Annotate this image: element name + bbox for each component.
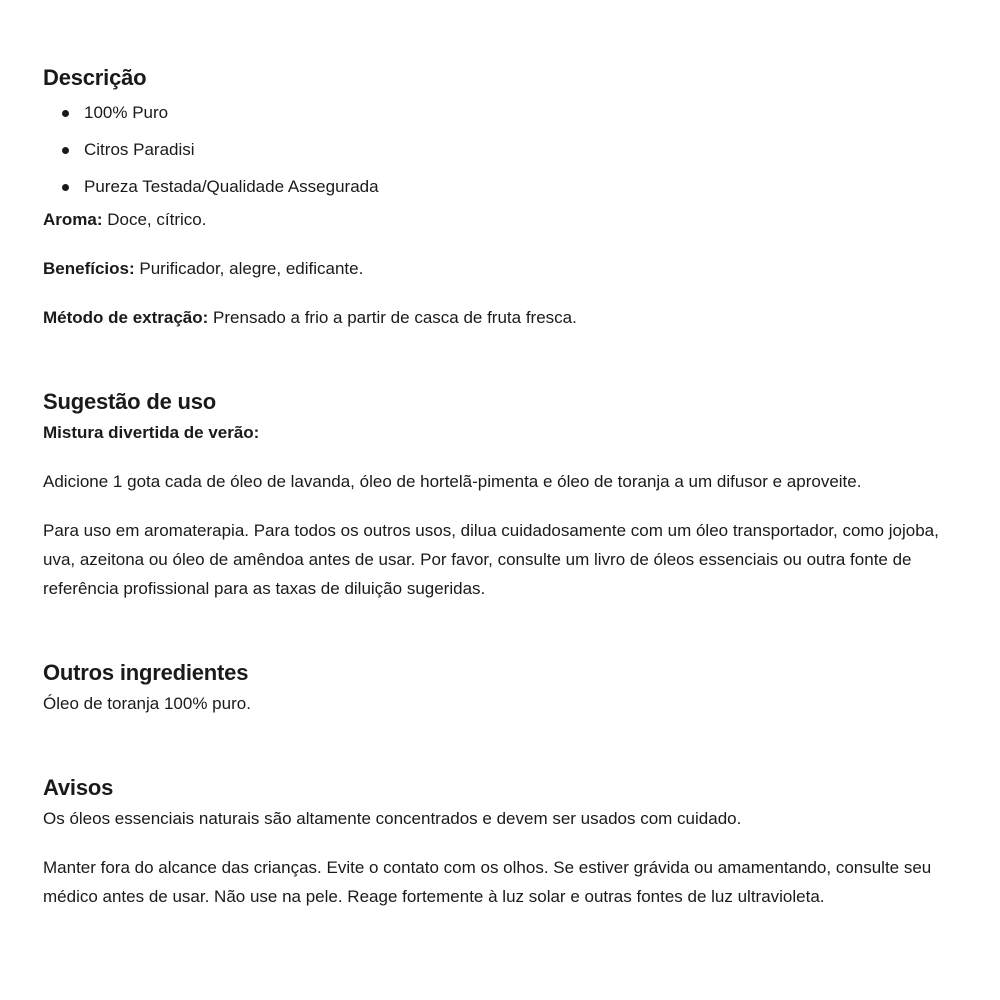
warnings-heading: Avisos [43, 775, 114, 800]
usage-heading: Sugestão de uso [43, 389, 217, 414]
usage-subheading [43, 418, 957, 447]
aroma-value: Doce, cítrico. [102, 210, 207, 229]
usage-paragraph-2: Para uso em aromaterapia. Para todos os outros usos, dilua cuidadosamente com um óleo transportador, como jojoba, uva, azeitona ou óleo de amêndoa antes de usar. Por favor, consulte um livro de óleos essenciais ou outra fonte de referência profissional para as taxas de diluição sugeridas. [43, 521, 939, 598]
usage-paragraph-1: Adicione 1 gota cada de óleo de lavanda, óleo de hortelã-pimenta e óleo de toranja a um difusor e aproveite. [43, 472, 862, 491]
list-item [43, 131, 957, 168]
warnings-section [43, 772, 957, 911]
benefits-line [43, 254, 957, 283]
benefits-value: Purificador, alegre, edificante. [134, 259, 364, 278]
description-heading: Descrição [43, 65, 147, 90]
aroma-line [43, 205, 957, 234]
list-item [43, 94, 957, 131]
benefits-label: Benefícios: [43, 259, 135, 278]
extraction-method-label: Método de extração: [43, 308, 209, 327]
description-bullet-list [43, 94, 957, 205]
bullet-text: Pureza Testada/Qualidade Assegurada [84, 177, 379, 196]
list-item [43, 168, 957, 205]
description-section [43, 62, 957, 332]
other-ingredients-heading: Outros ingredientes [43, 660, 249, 685]
usage-subheading-text: Mistura divertida de verão: [43, 423, 260, 442]
extraction-method-line [43, 303, 957, 332]
aroma-label: Aroma: [43, 210, 103, 229]
other-ingredients-section [43, 657, 957, 718]
bullet-icon [62, 184, 69, 191]
warnings-paragraph-2: Manter fora do alcance das crianças. Evite o contato com os olhos. Se estiver grávida ou amamentando, consulte seu médico antes de usar. Não use na pele. Reage fortemente à luz solar e outras fontes de luz ultravioleta. [43, 858, 932, 906]
usage-section [43, 386, 957, 603]
bullet-icon [62, 110, 69, 117]
bullet-text: 100% Puro [84, 103, 169, 122]
bullet-icon [62, 147, 69, 154]
extraction-method-value: Prensado a frio a partir de casca de fruta fresca. [208, 308, 577, 327]
bullet-text: Citros Paradisi [84, 140, 195, 159]
other-ingredients-text: Óleo de toranja 100% puro. [43, 694, 251, 713]
warnings-paragraph-1: Os óleos essenciais naturais são altamente concentrados e devem ser usados com cuidado. [43, 809, 742, 828]
